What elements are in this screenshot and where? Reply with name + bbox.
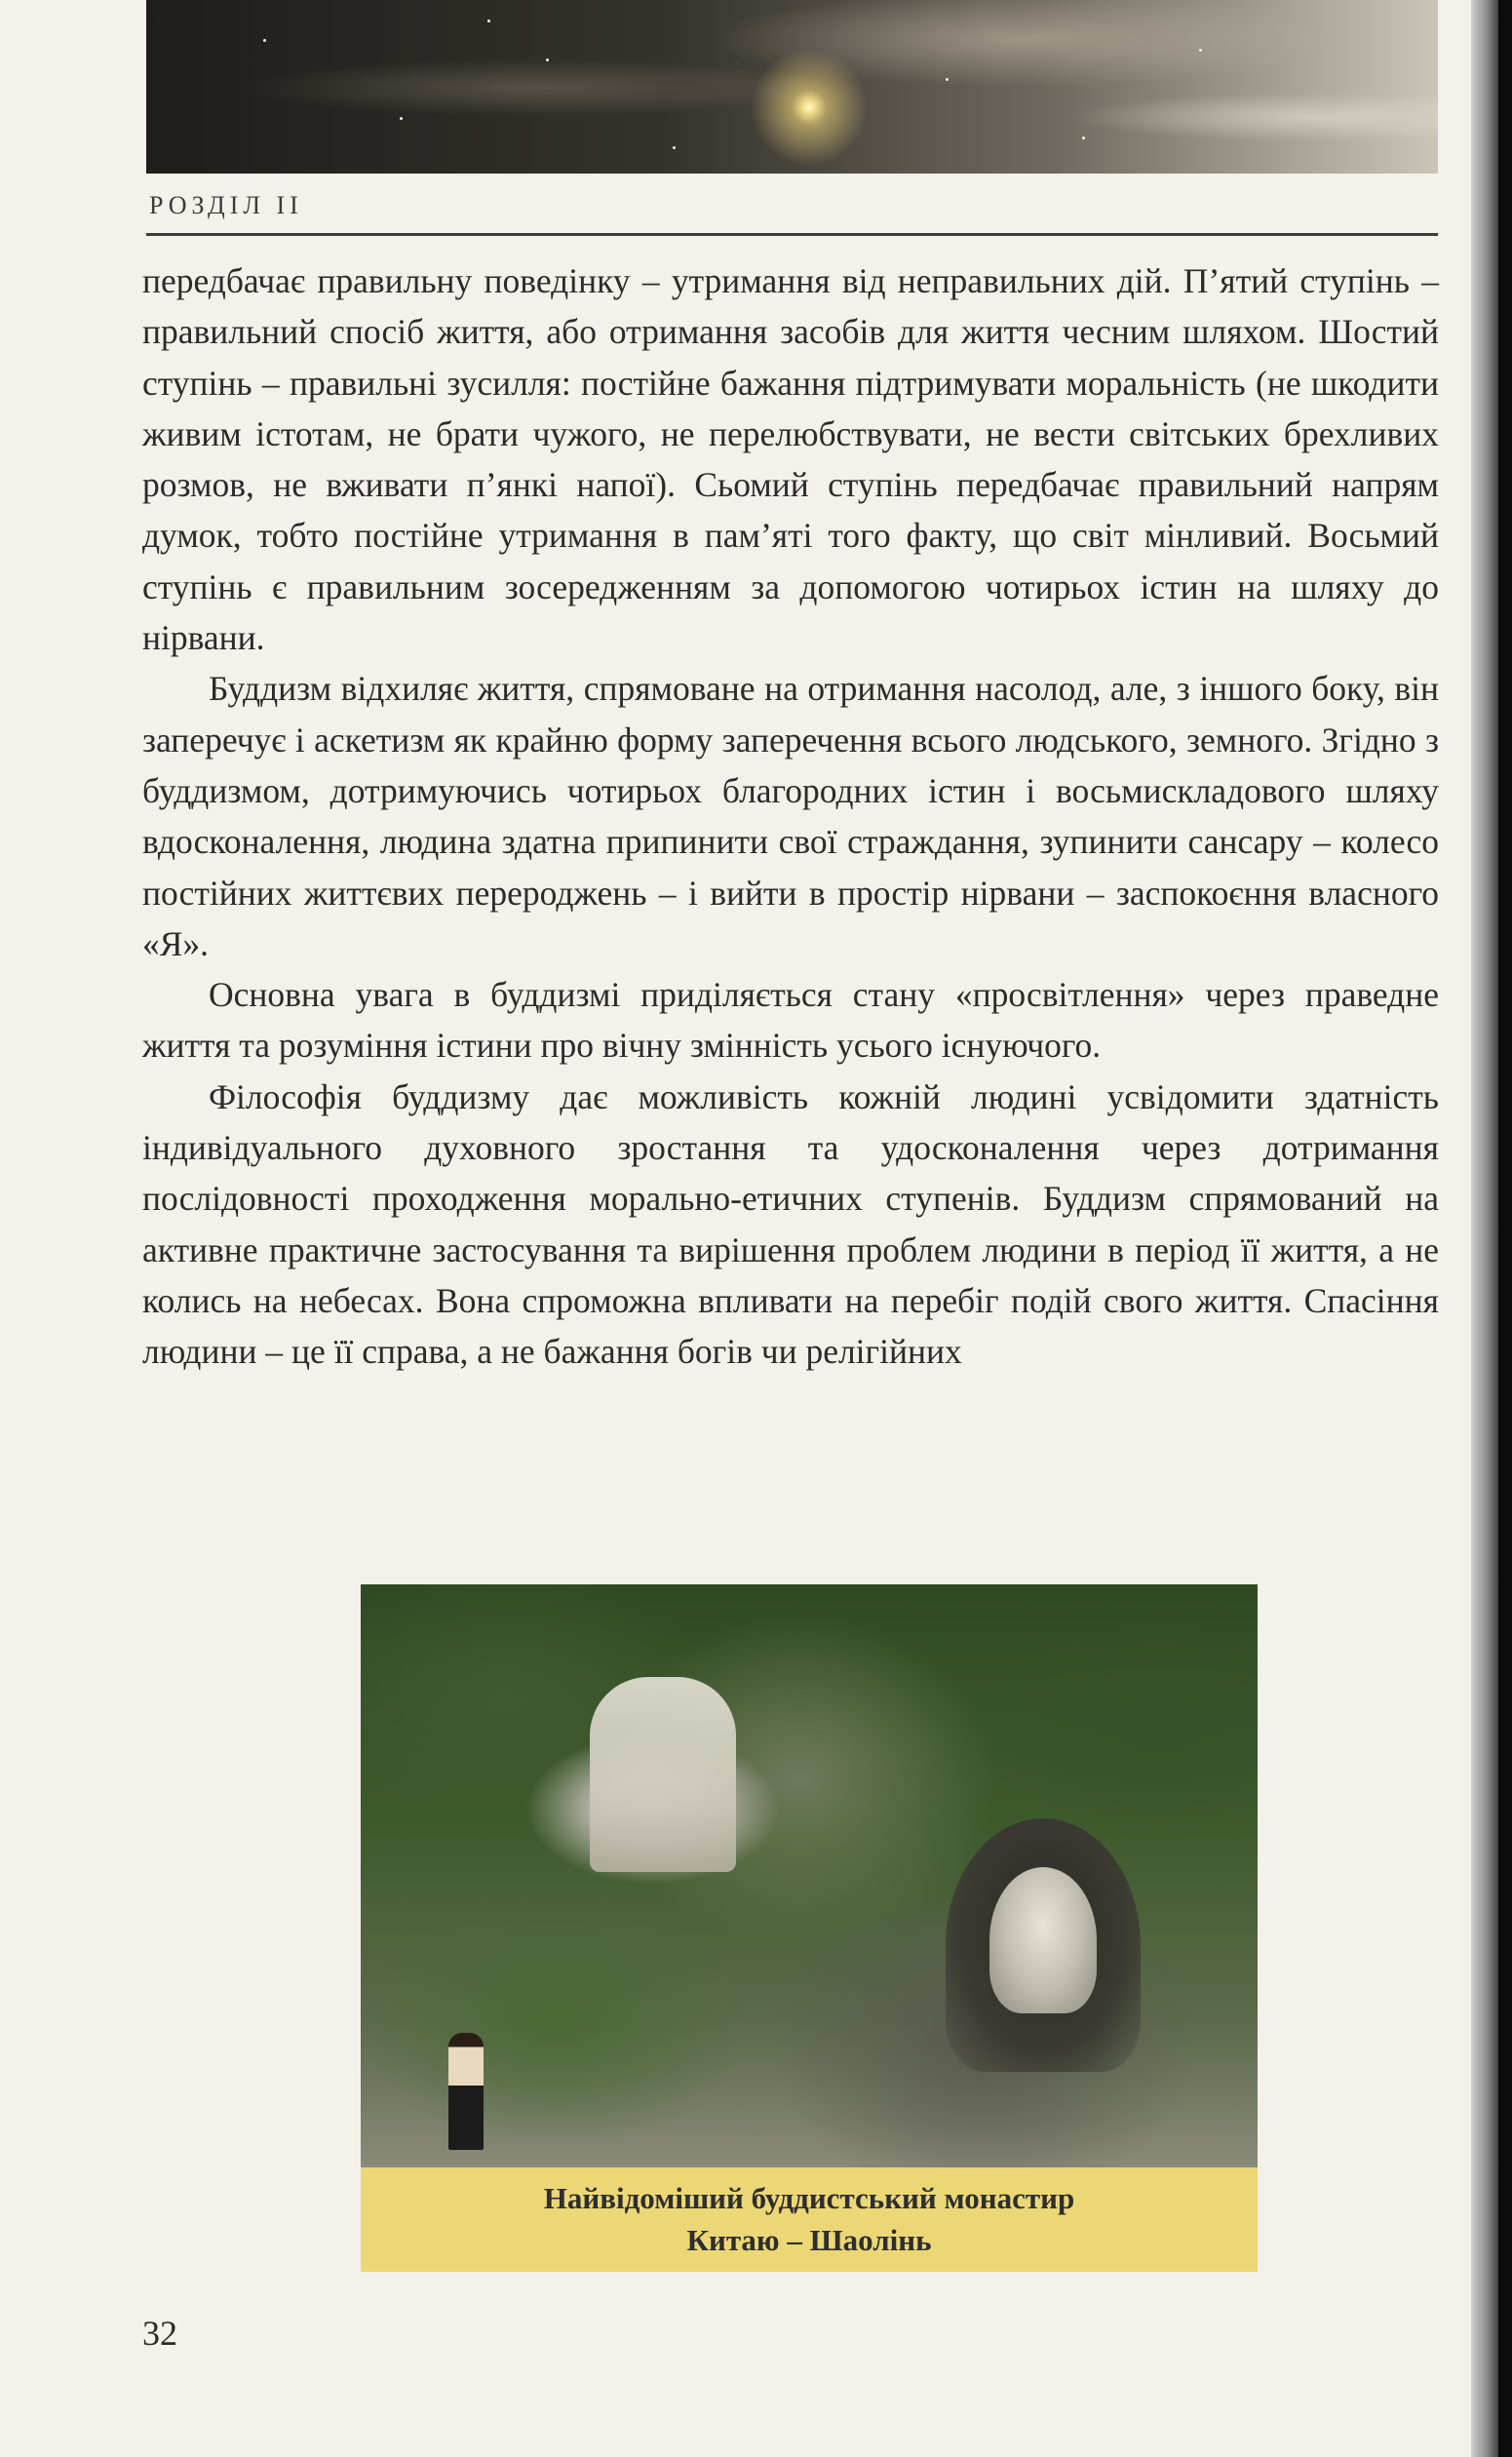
paragraph-1: передбачає правильну поведінку – утримання від неправильних дій. П’ятий ступінь – правильний спосіб життя, або отримання засобів для життя чесним шляхом. Шостий ступінь – правильні зусилля: постійне бажання підтримувати моральність (не шкодити живим істотам, не брати чужого, не перелюбствувати, не вести світських брехливих розмов, не вживати п’янкі напої). Сьомий ступінь передбачає правильний напрям думок, тобто постійне утримання в пам’яті того факту, що світ мінливий. Восьмий ступінь є правильним зосередженням за допомогою чотирьох істин на шляху до нірвани. <box>142 261 1439 658</box>
buddha-rock-carving <box>590 1677 736 1872</box>
paragraph-4: Філософія буддизму дає можливість кожній людині усвідомити здатність індивідуального духовного зростання та удосконалення через дотримання послідовності проходження морально-етичних ступенів. Буддизм спрямований на активне практичне застосування та вирішення проблем людини в період її життя, а не колись на небесах. Вона спроможна впливати на перебіг подій свого життя. Спасіння людини – це її справа, а не бажання богів чи релігійних <box>142 1076 1439 1372</box>
star <box>1199 49 1202 52</box>
star <box>546 58 549 61</box>
paragraph-2: Буддизм відхиляє життя, спрямоване на отримання насолод, але, з іншого боку, він заперечує і аскетизм як крайню форму заперечення всього людського, земного. Згідно з буддизмом, дотримуючись чотирьох благородних істин і восьмискладового шляху вдосконалення, людина здатна припинити свої страждання, зупинити сансару – колесо постійних життєвих перероджень – і вийти в простір нірвани – заспокоєння власного «Я». <box>142 669 1439 963</box>
paragraph-3: Основна увага в буддизмі приділяється стану «просвітлення» через праведне життя та розуміння істини про вічну змінність усього існуючого. <box>142 975 1439 1066</box>
shaolin-figure <box>361 1584 1258 2272</box>
star <box>487 20 490 22</box>
star <box>946 78 949 81</box>
header-starfield-banner <box>146 0 1438 174</box>
star <box>673 146 676 149</box>
star <box>263 39 266 42</box>
page-edge-dark <box>1498 0 1512 2457</box>
shaolin-photo <box>361 1584 1258 2167</box>
caption-line-2: Китаю – Шаолінь <box>686 2223 932 2257</box>
cave-buddha-statue <box>989 1867 1097 2013</box>
person-figure <box>448 2033 484 2150</box>
body-text <box>142 255 1439 1378</box>
section-label: РОЗДІЛ II <box>149 191 303 219</box>
caption-line-1: Найвідоміший буддистський монастир <box>543 2181 1075 2215</box>
page-number: 32 <box>142 2314 177 2353</box>
figure-caption <box>361 2167 1258 2272</box>
star <box>400 117 403 120</box>
star <box>1082 136 1085 139</box>
section-divider <box>146 233 1438 236</box>
